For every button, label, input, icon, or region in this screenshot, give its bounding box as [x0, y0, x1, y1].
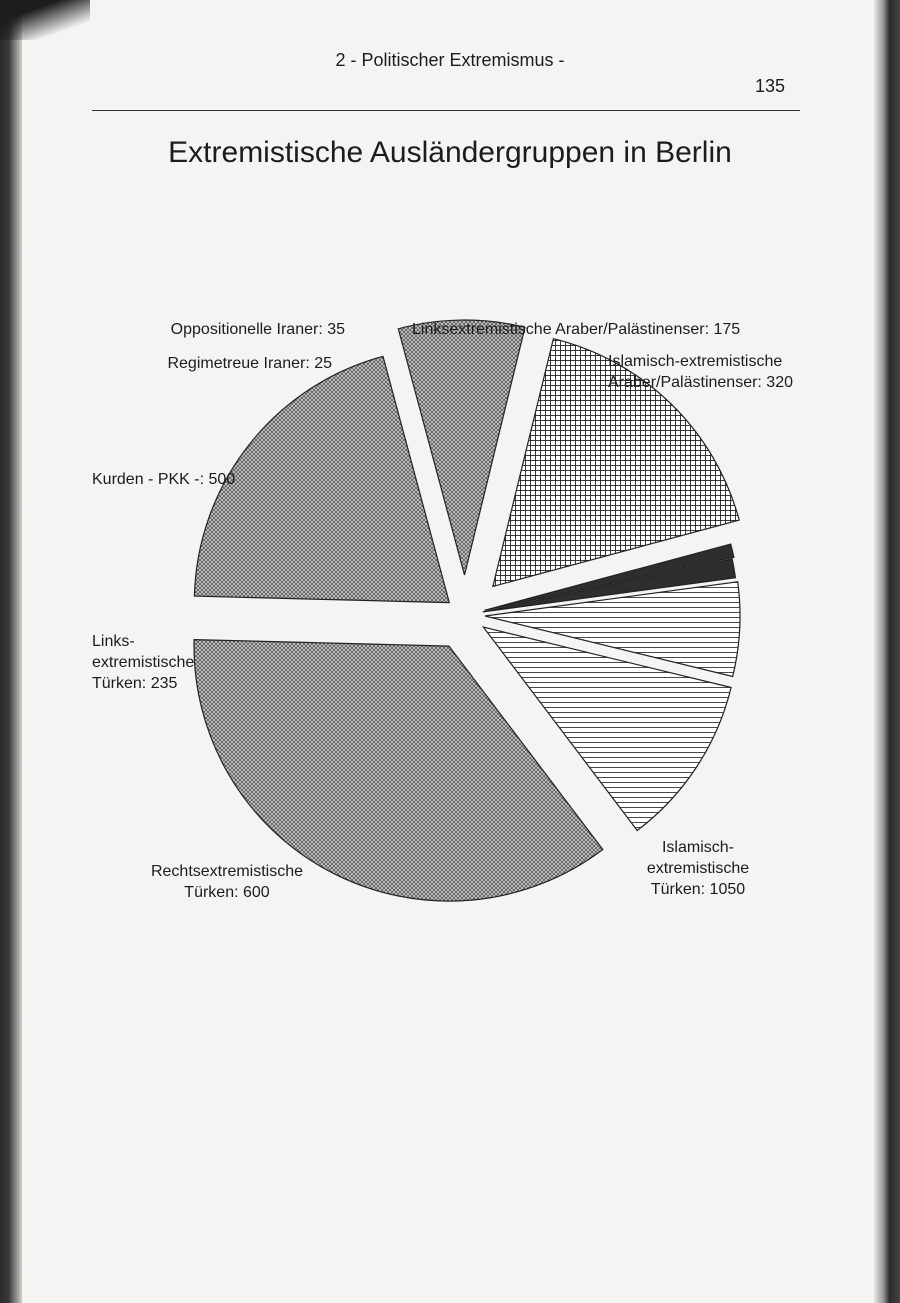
page-number: 135: [755, 76, 786, 96]
slice-label-oppositionelle-iraner: Oppositionelle Iraner: 35: [170, 321, 345, 338]
slice-label-islamisch-extremistische-turken: Islamisch-extremistische Türken: 1050: [646, 839, 750, 898]
slice-label-islamisch-extremistische-araber-palastinenser: Islamisch-extremistische Araber/Palästinenser: 320: [608, 353, 793, 391]
slice-label-kurden-pkk: Kurden - PKK -: 500: [92, 471, 236, 488]
slice-label-linksextremistische-araber-palastinenser: Linksextremistische Araber/Palästinenser: 175: [412, 321, 741, 338]
slice-label-regimetreue-iraner: Regimetreue Iraner: 25: [167, 355, 332, 372]
slice-label-linksextremistische-turken: Links-extremistische Türken: 235: [92, 633, 195, 692]
chart-title: Extremistische Ausländergruppen in Berlin: [168, 136, 732, 169]
running-header: 2 - Politischer Extremismus -: [335, 50, 565, 70]
slice-label-rechtsextremistische-turken: Rechtsextremistische Türken: 600: [150, 863, 304, 901]
